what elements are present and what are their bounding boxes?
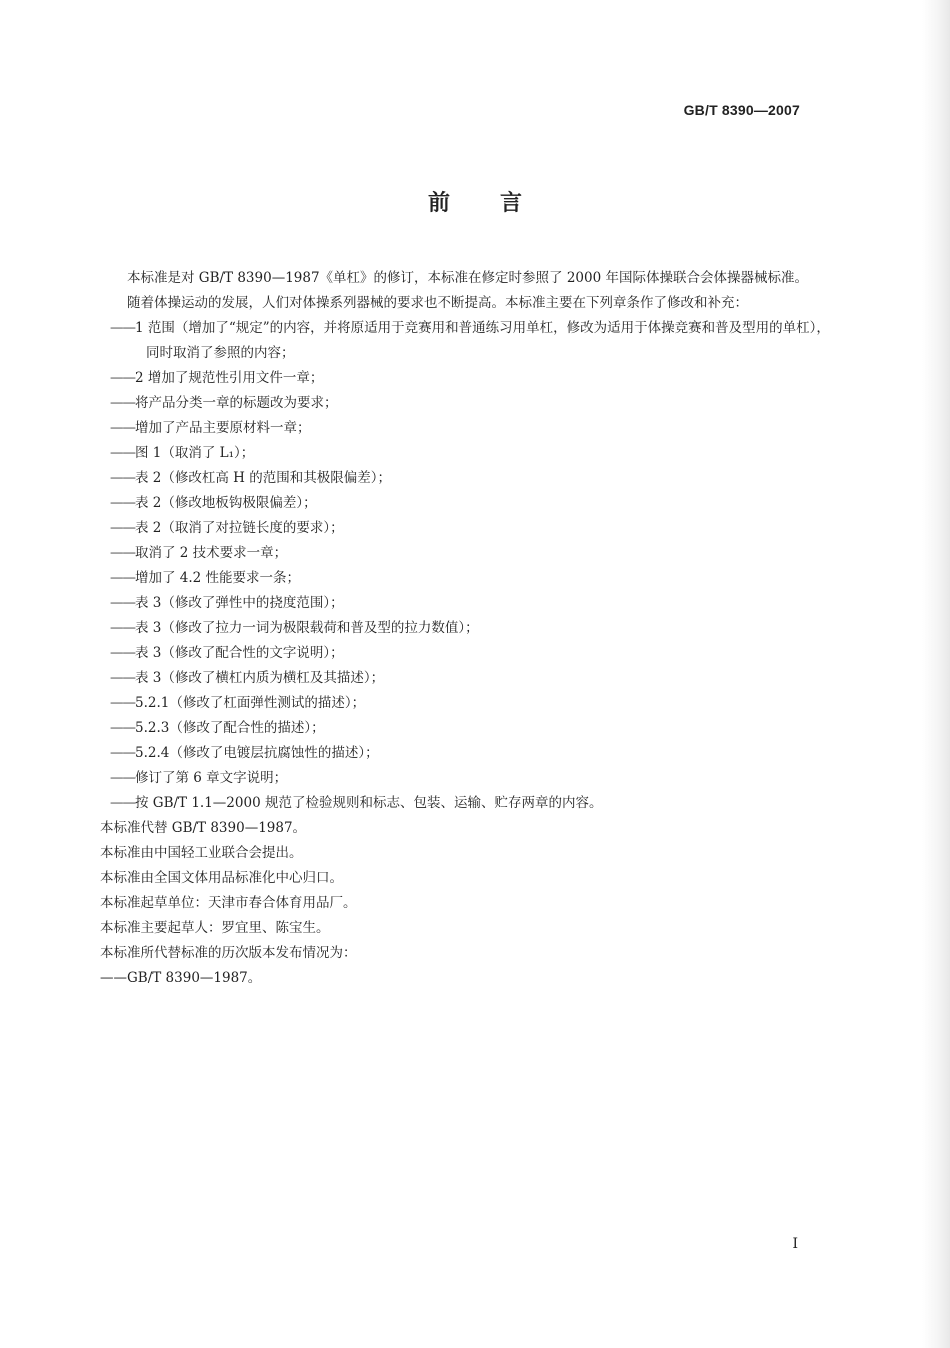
list-item: ——增加了 4.2 性能要求一条； <box>110 570 301 586</box>
list-item: ——将产品分类一章的标题改为要求； <box>110 395 338 411</box>
list-item: ——表 3（修改了配合性的文字说明）； <box>110 645 344 661</box>
foreword-body <box>100 266 836 991</box>
meta-line: 本标准由全国文体用品标准化中心归口。 <box>100 870 343 886</box>
list-item: ——5.2.1（修改了杠面弹性测试的描述）； <box>110 695 366 711</box>
list-item: ——5.2.3（修改了配合性的描述）； <box>110 720 325 736</box>
intro-paragraph-2: 随着体操运动的发展，人们对体操系列器械的要求也不断提高。本标准主要在下列章条作了修改和补充： <box>127 295 748 311</box>
list-item: ——修订了第 6 章文字说明； <box>110 770 288 786</box>
list-item: ——表 3（修改了横杠内质为横杠及其描述）； <box>110 670 385 686</box>
list-item: ——2 增加了规范性引用文件一章； <box>110 370 324 386</box>
list-item: ——增加了产品主要原材料一章； <box>110 420 311 436</box>
list-item: ——图 1（取消了 L₁）； <box>110 445 255 461</box>
standard-code: GB/T 8390—2007 <box>683 102 800 118</box>
meta-line: 本标准由中国轻工业联合会提出。 <box>100 845 303 861</box>
list-item: ——表 2（修改地板钩极限偏差）； <box>110 495 317 511</box>
history-item: ——GB/T 8390—1987。 <box>100 970 262 986</box>
meta-line: 本标准所代替标准的历次版本发布情况为： <box>100 945 357 961</box>
intro-paragraph-1: 本标准是对 GB/T 8390—1987《单杠》的修订，本标准在修定时参照了 2000 年国际体操联合会体操器械标准。 <box>127 270 808 286</box>
meta-line: 本标准代替 GB/T 8390—1987。 <box>100 820 307 836</box>
meta-line: 本标准起草单位：天津市春合体育用品厂。 <box>100 895 357 911</box>
list-item: ——表 2（取消了对拉链长度的要求）； <box>110 520 344 536</box>
meta-line: 本标准主要起草人：罗宜里、陈宝生。 <box>100 920 330 936</box>
page-number: I <box>792 1236 798 1252</box>
list-item: ——1 范围（增加了“规定”的内容，并将原适用于竞赛用和普通练习用单杠，修改为适用于体操竞赛和普及型用的单杠），同时取消了参照的内容； <box>110 320 830 361</box>
list-item: ——按 GB/T 1.1—2000 规范了检验规则和标志、包装、运输、贮存两章的内容。 <box>110 795 603 811</box>
meta-list <box>100 816 836 966</box>
page-title: 前言 <box>427 191 572 216</box>
list-item: ——表 3（修改了拉力一词为极限载荷和普及型的拉力数值）； <box>110 620 479 636</box>
scan-edge-shadow <box>922 0 950 1348</box>
list-item: ——取消了 2 技术要求一章； <box>110 545 288 561</box>
list-item: ——表 2（修改杠高 H 的范围和其极限偏差）； <box>110 470 391 486</box>
list-item: ——表 3（修改了弹性中的挠度范围）； <box>110 595 344 611</box>
list-item: ——5.2.4（修改了电镀层抗腐蚀性的描述）； <box>110 745 379 761</box>
change-list <box>100 316 836 816</box>
